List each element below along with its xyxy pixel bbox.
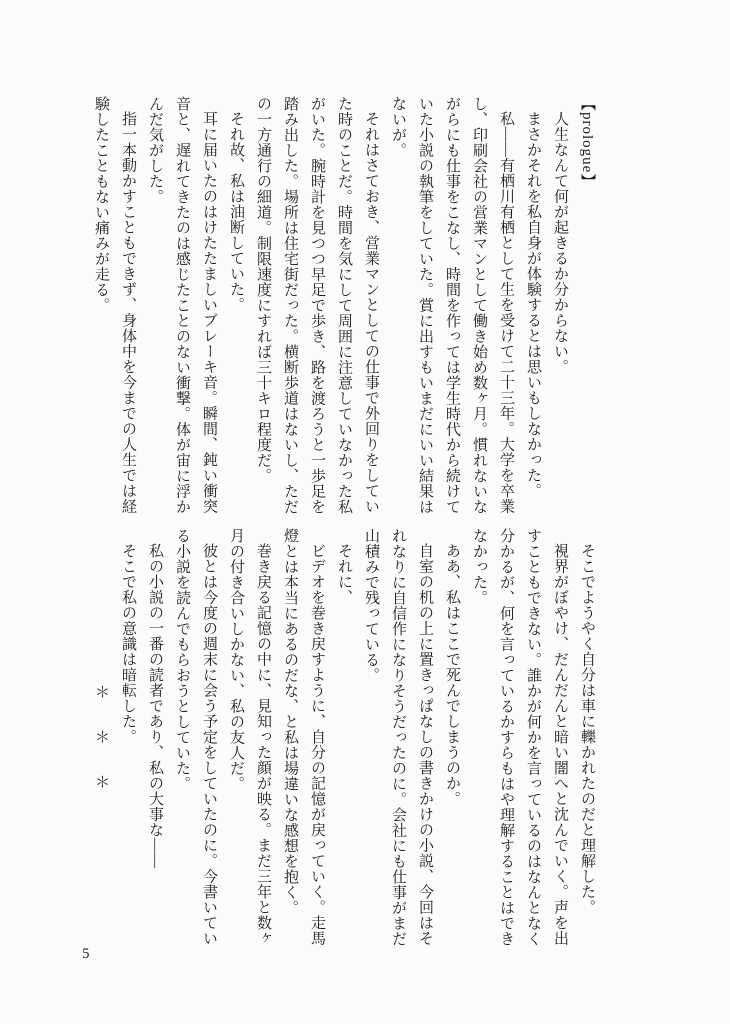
paragraph: 私の小説の一番の読者であり、私の大事な――: [147, 543, 163, 869]
paragraph: 視界がぼやけ、だんだんと暗い闇へと沈んでいく。声を出すこともできない。誰かが何かを言っているのはなんとなく分かるが、何を言っているかすらもはや理解することはできなかった。: [471, 528, 568, 947]
paragraph: 指一本動かすこともできず、身体中を今までの人生では経験したこともない痛みが走る。: [93, 96, 136, 514]
paragraph: 耳に届いたのはけたたましいブレーキ音。瞬間、鈍い衝突音と、遅れてきたのは感じたことのない衝撃。体が宙に浮かんだ気がした。: [147, 96, 217, 515]
paragraph: それはさておき、営業マンとしての仕事で外回りをしていた時のことだ。時間を気にして周囲に注意していなかった私がいた。腕時計を見つつ早足で歩き、路を渡ろうと一歩足を踏み出した。場所は住宅街だった。横断歩道はないし、ただの一方通行の細道。制限速度にすれば三十キロ程度だ。: [255, 96, 379, 515]
paragraph: 私――有栖川有栖として生を受けて二十三年。大学を卒業し、印刷会社の営業マンとして働き始め数ヶ月。慣れないながらにも仕事をこなし、時間を作っては学生時代から続けていた小説の執筆をしていた。賞に出すもいまだにいい結果はないが。: [390, 96, 514, 515]
paragraph: 巻き戻る記憶の中に、見知った顔が映る。まだ三年と数ヶ月の付き合いしかない、私の友人だ。: [228, 528, 271, 946]
paragraph: そこで私の意識は暗転した。: [120, 543, 136, 745]
prologue-heading: 【prologue】: [579, 96, 595, 190]
paragraph: 人生なんて何が起きるか分からない。: [552, 111, 568, 375]
paragraph: 自室の机の上に置きっぱなしの書きかけの小説、今回はそれなりに自信作になりそうだったのに。会社にも仕事がまだ山積みで残っている。: [363, 528, 433, 947]
section-break-asterisks: ＊ ＊ ＊: [93, 684, 109, 789]
paragraph: 彼とは今度の週末に会う予定をしていたのに。今書いている小説を読んでもらおうとしていた。: [174, 528, 217, 946]
paragraph: そこでようやく自分は車に轢かれたのだと理解した。: [579, 543, 595, 915]
page-number: 5: [82, 946, 90, 962]
paragraph: ああ、私はここで死んでしまうのか。: [444, 543, 460, 807]
paragraph: ビデオを巻き戻すように、自分の記憶が戻っていく。走馬燈とは本当にあるのだな、と私は場違いな感想を抱く。: [282, 528, 325, 946]
paragraph: まさかそれを私自身が体験するとは思いもしなかった。: [525, 111, 541, 499]
paragraph: それ故、私は油断していた。: [228, 111, 244, 313]
paragraph: それに、: [336, 543, 352, 605]
lower-text-band: [87, 528, 600, 949]
upper-text-band: [87, 96, 600, 517]
